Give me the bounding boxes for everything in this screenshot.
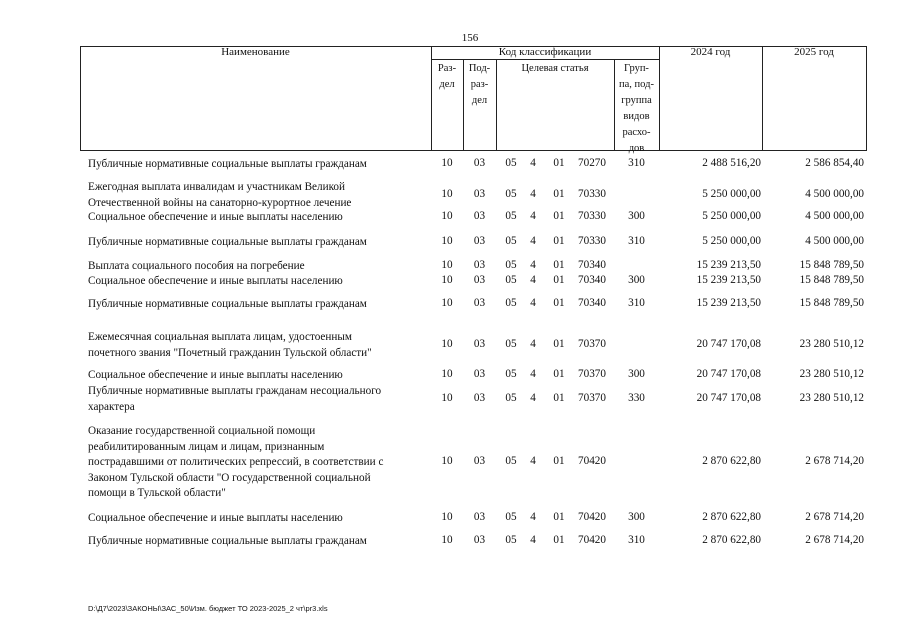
razdel-cell: 10 [441,259,453,271]
razdel-cell: 10 [441,157,453,169]
group-cell: 300 [628,210,645,222]
target-program-cell: 05 [505,157,517,169]
target-direction-cell: 70370 [578,338,606,350]
target-type-cell: 4 [530,297,536,309]
target-direction-cell: 70330 [578,188,606,200]
target-direction-cell: 70270 [578,157,606,169]
target-direction-cell: 70330 [578,235,606,247]
amount-2025-cell: 4 500 000,00 [805,188,864,200]
row-name: Ежегодная выплата инвалидам и участникам Великой Отечественной войны на санаторно-курортное лечение [88,181,352,209]
podrazdel-cell: 03 [473,455,486,467]
target-type-cell: 4 [530,259,536,271]
podrazdel-cell: 03 [473,368,486,380]
amount-2024-cell: 20 747 170,08 [696,368,761,380]
target-main-cell: 01 [553,188,565,200]
target-direction-cell: 70370 [578,368,606,380]
group-cell: 330 [628,392,645,404]
amount-2025-cell: 23 280 510,12 [799,392,864,404]
target-program-cell: 05 [505,297,517,309]
target-main-cell: 01 [553,259,565,271]
page-number: 156 [461,32,479,44]
razdel-cell: 10 [441,274,453,286]
amount-2024-cell: 2 870 622,80 [702,511,761,523]
row-name: Публичные нормативные социальные выплаты гражданам [88,298,367,310]
target-direction-cell: 70420 [578,511,606,523]
amount-2025-cell: 4 500 000,00 [805,210,864,222]
podrazdel-cell: 03 [473,392,486,404]
target-type-cell: 4 [530,188,536,200]
podrazdel-cell: 03 [473,157,486,169]
group-cell: 310 [628,534,645,546]
amount-2025-cell: 15 848 789,50 [799,297,864,309]
amount-2025-cell: 2 678 714,20 [805,511,864,523]
amount-2025-cell: 23 280 510,12 [799,368,864,380]
target-direction-cell: 70330 [578,210,606,222]
header-razdel: Раз- дел [437,63,457,90]
target-type-cell: 4 [530,392,536,404]
header-year-2024: 2024 год [690,46,731,58]
target-program-cell: 05 [505,235,517,247]
target-direction-cell: 70340 [578,297,606,309]
row-name: Социальное обеспечение и иные выплаты населению [88,275,343,287]
target-main-cell: 01 [553,157,565,169]
target-main-cell: 01 [553,274,565,286]
target-program-cell: 05 [505,338,517,350]
target-main-cell: 01 [553,455,565,467]
header-target: Целевая статья [521,63,589,74]
row-name: Публичные нормативные социальные выплаты гражданам [88,158,367,170]
podrazdel-cell: 03 [473,534,486,546]
podrazdel-cell: 03 [473,210,486,222]
target-type-cell: 4 [530,511,536,523]
group-cell: 310 [628,297,645,309]
amount-2024-cell: 5 250 000,00 [702,188,761,200]
row-name: Социальное обеспечение и иные выплаты населению [88,211,343,223]
row-name: Выплата социального пособия на погребение [88,260,305,272]
row-name: Публичные нормативные выплаты гражданам несоциального характера [88,385,382,413]
row-name: Ежемесячная социальная выплата лицам, удостоенным почетного звания "Почетный гражданин Тульской области" [88,331,372,359]
target-main-cell: 01 [553,368,565,380]
razdel-cell: 10 [441,235,453,247]
target-direction-cell: 70340 [578,274,606,286]
target-main-cell: 01 [553,297,565,309]
group-cell: 310 [628,235,645,247]
amount-2024-cell: 15 239 213,50 [696,274,761,286]
podrazdel-cell: 03 [473,511,486,523]
target-type-cell: 4 [530,338,536,350]
razdel-cell: 10 [441,188,453,200]
header-code: Код классификации [498,46,592,58]
podrazdel-cell: 03 [473,188,486,200]
target-direction-cell: 70340 [578,259,606,271]
group-cell: 300 [628,274,645,286]
podrazdel-cell: 03 [473,235,486,247]
razdel-cell: 10 [441,297,453,309]
target-main-cell: 01 [553,392,565,404]
target-program-cell: 05 [505,210,517,222]
podrazdel-cell: 03 [473,297,486,309]
target-program-cell: 05 [505,188,517,200]
amount-2025-cell: 15 848 789,50 [799,274,864,286]
podrazdel-cell: 03 [473,274,486,286]
amount-2025-cell: 4 500 000,00 [805,235,864,247]
target-type-cell: 4 [530,368,536,380]
amount-2024-cell: 20 747 170,08 [696,392,761,404]
target-main-cell: 01 [553,338,565,350]
razdel-cell: 10 [441,511,453,523]
target-type-cell: 4 [530,534,536,546]
amount-2025-cell: 2 586 854,40 [805,157,864,169]
target-main-cell: 01 [553,235,565,247]
amount-2024-cell: 5 250 000,00 [702,235,761,247]
target-program-cell: 05 [505,259,517,271]
row-name: Оказание государственной социальной помощи реабилитированным лицам и лицам, признанным пострадавшими от политических репрессий, в соответствии с Законом Тульской области "О государственной социальной помощи в Тульской области" [88,425,384,499]
target-program-cell: 05 [505,511,517,523]
amount-2024-cell: 5 250 000,00 [702,210,761,222]
razdel-cell: 10 [441,392,453,404]
razdel-cell: 10 [441,534,453,546]
row-name: Публичные нормативные социальные выплаты гражданам [88,236,367,248]
amount-2024-cell: 15 239 213,50 [696,259,761,271]
target-type-cell: 4 [530,455,536,467]
target-type-cell: 4 [530,157,536,169]
header-year-2025: 2025 год [794,46,834,58]
razdel-cell: 10 [441,210,453,222]
amount-2025-cell: 2 678 714,20 [805,534,864,546]
amount-2024-cell: 2 870 622,80 [702,455,761,467]
amount-2025-cell: 15 848 789,50 [799,259,864,271]
target-type-cell: 4 [530,210,536,222]
header-group: Груп- па, под- группа видов расхо- дов [619,63,654,154]
amount-2024-cell: 2 870 622,80 [702,534,761,546]
target-program-cell: 05 [505,368,517,380]
target-main-cell: 01 [553,511,565,523]
target-program-cell: 05 [505,274,517,286]
target-main-cell: 01 [553,210,565,222]
amount-2024-cell: 15 239 213,50 [696,297,761,309]
file-path-footer: D:\Д7\2023\ЗАКОНЫ\ЗАС_50\Изм. бюджет ТО 2023-2025_2 чт\pr3.xls [88,604,328,613]
target-main-cell: 01 [553,534,565,546]
target-type-cell: 4 [530,274,536,286]
row-name: Социальное обеспечение и иные выплаты населению [88,512,343,524]
podrazdel-cell: 03 [473,338,486,350]
group-cell: 300 [628,511,645,523]
target-program-cell: 05 [505,534,517,546]
group-cell: 310 [628,157,645,169]
target-direction-cell: 70370 [578,392,606,404]
row-name: Публичные нормативные социальные выплаты гражданам [88,535,367,547]
header-name: Наименование [221,46,290,58]
razdel-cell: 10 [441,455,453,467]
target-direction-cell: 70420 [578,455,606,467]
podrazdel-cell: 03 [473,259,486,271]
target-program-cell: 05 [505,455,517,467]
target-program-cell: 05 [505,392,517,404]
target-type-cell: 4 [530,235,536,247]
razdel-cell: 10 [441,368,453,380]
razdel-cell: 10 [441,338,453,350]
amount-2025-cell: 2 678 714,20 [805,455,864,467]
group-cell: 300 [628,368,645,380]
amount-2024-cell: 2 488 516,20 [702,157,761,169]
target-direction-cell: 70420 [578,534,606,546]
amount-2025-cell: 23 280 510,12 [799,338,864,350]
row-name: Социальное обеспечение и иные выплаты населению [88,369,343,381]
header-podrazdel: Под- раз- дел [468,63,491,106]
amount-2024-cell: 20 747 170,08 [696,338,761,350]
